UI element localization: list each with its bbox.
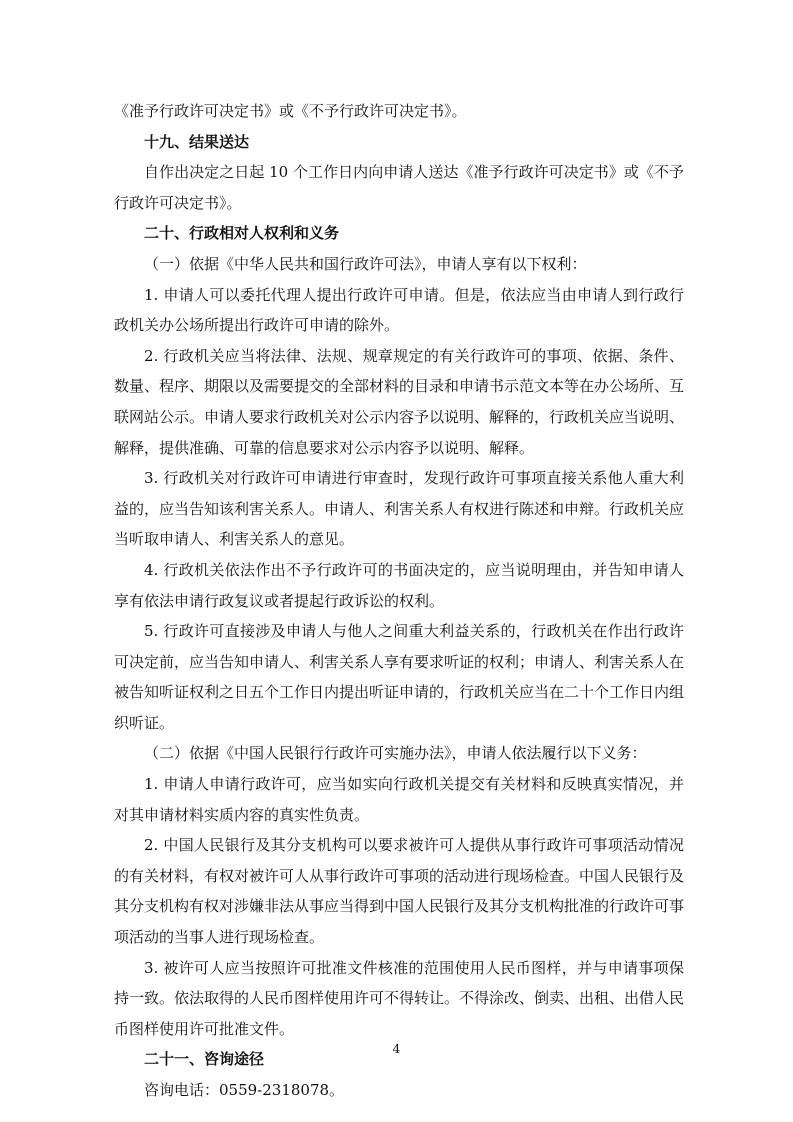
paragraph-obligation-2: 2. 中国人民银行及其分支机构可以要求被许可人提供从事行政许可事项活动情况的有关材料，有权对被许可人从事行政许可事项的活动进行现场检查。中国人民银行及其分支机构有权对涉嫌非法从事应当得到中国人民银行及其分支机构批准的行政许可事项活动的当事人进行现场检查。 (114, 836, 685, 947)
paragraph-right-1: 1. 申请人可以委托代理人提出行政许可申请。但是，依法应当由申请人到行政行政机关办公场所提出行政许可申请的除外。 (114, 285, 684, 335)
document-body (114, 96, 684, 1106)
section-heading-21: 二十一、咨询途径 (144, 1050, 265, 1069)
section-heading-19: 十九、结果送达 (144, 132, 250, 151)
paragraph-obligation-1: 1. 申请人申请行政许可，应当如实向行政机关提交有关材料和反映真实情况，并对其申请材料实质内容的真实性负责。 (114, 775, 684, 824)
paragraph-right-2: 2. 行政机关应当将法律、法规、规章规定的有关行政许可的事项、依据、条件、数量、程序、期限以及需要提交的全部材料的目录和申请书示范文本等在办公场所、互联网站公示。申请人要求行政机关对公示内容予以说明、解释的，行政机关应当说明、解释，提供准确、可靠的信息要求对公示内容予以说明、解释。 (114, 346, 685, 457)
paragraph-right-4: 4. 行政机关依法作出不予行政许可的书面决定的，应当说明理由，并告知申请人享有依法申请行政复议或者提起行政诉讼的权利。 (114, 560, 684, 610)
paragraph-rights-intro: （一）依据《中华人民共和国行政许可法》，申请人享有以下权利： (144, 254, 587, 273)
section-heading-20: 二十、行政相对人权利和义务 (144, 224, 340, 243)
paragraph-contact-phone: 咨询电话：0559-2318078。 (144, 1081, 345, 1099)
paragraph-obligations-intro: （二）依据《中国人民银行行政许可实施办法》，申请人依法履行以下义务： (144, 744, 647, 763)
paragraph-right-5: 5. 行政许可直接涉及申请人与他人之间重大利益关系的，行政机关在作出行政许可决定前，应当告知申请人、利害关系人享有要求听证的权利；申请人、利害关系人在被告知听证权利之日五个工作日内提出听证申请的，行政机关应当在二十个工作日内组织听证。 (114, 622, 685, 732)
page-number: 4 (392, 1042, 401, 1056)
paragraph-result-delivery: 自作出决定之日起 10 个工作日内向申请人送达《准予行政许可决定书》或《不予行政许可决定书》。 (114, 163, 684, 212)
paragraph-right-3: 3. 行政机关对行政许可申请进行审查时，发现行政许可事项直接关系他人重大利益的，应当告知该利害关系人。申请人、利害关系人有权进行陈述和申辩。行政机关应当听取申请人、利害关系人的意见。 (114, 469, 685, 549)
paragraph-obligation-3: 3. 被许可人应当按照许可批准文件核准的范围使用人民币图样，并与申请事项保持一致。依法取得的人民币图样使用许可不得转让。不得涂改、倒卖、出租、出借人民币图样使用许可批准文件。 (114, 958, 685, 1038)
paragraph-continuation: 《准予行政许可决定书》或《不予行政许可决定书》。 (114, 102, 467, 120)
